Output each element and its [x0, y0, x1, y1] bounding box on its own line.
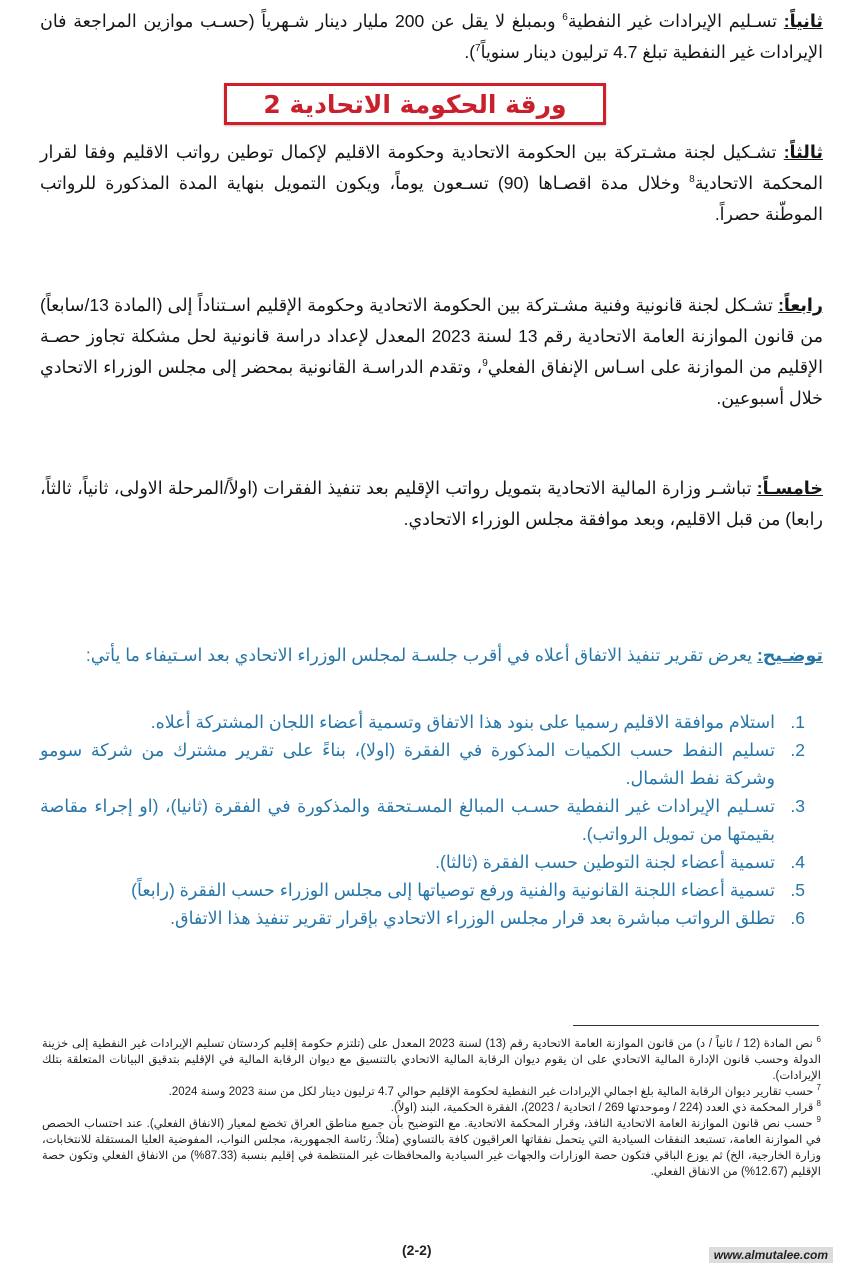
list-item — [40, 792, 805, 848]
footnote-number: 8 — [816, 1099, 821, 1109]
paragraph-text: تباشـر وزارة المالية الاتحادية بتمويل رواتب الإقليم بعد تنفيذ الفقرات (اولاً/المرحلة الاولى، ثانياً، ثالثاً، رابعا) من قبل الاقليم، وبعد موافقة مجلس الوزراء الاتحادي. — [40, 478, 823, 529]
paragraph-thalithan — [40, 137, 823, 230]
paragraph-label: ثانياً: — [783, 11, 824, 31]
list-item — [40, 736, 805, 792]
list-item — [40, 848, 805, 876]
paragraph-text: ). — [464, 42, 476, 62]
footnote-ref[interactable]: 9 — [482, 358, 488, 370]
list-text: تسمية أعضاء لجنة التوطين حسب الفقرة (ثالثا). — [435, 852, 775, 872]
footnote — [42, 1116, 821, 1180]
list-item — [40, 904, 805, 932]
list-number: 5. — [790, 880, 805, 900]
paragraph-text: تشـكيل لجنة مشـتركة بين الحكومة الاتحادية وحكومة الاقليم لإكمال توطين رواتب الاقليم وفقا لقرار المحكمة الاتحادية — [40, 142, 823, 193]
paragraph-label: خامسـاً: — [756, 478, 823, 498]
footnote-ref[interactable]: 7 — [475, 43, 481, 55]
paragraph-rabian — [40, 290, 823, 414]
page-number: (2-2) — [402, 1242, 432, 1258]
paragraph-text: يعرض تقرير تنفيذ الاتفاق أعلاه في أقرب جلسـة لمجلس الوزراء الاتحادي بعد اسـتيفاء ما يأتي: — [85, 645, 757, 665]
banner-title: ورقة الحكومة الاتحادية 2 — [263, 89, 567, 119]
footnote-text: قرار المحكمة ذي العدد (224 / وموحدتها 269 / اتحادية / 2023)، الفقرة الحكمية، البند (اولاً). — [390, 1102, 817, 1114]
list-item — [40, 708, 805, 736]
paragraph-khamisan — [40, 473, 823, 535]
list-item — [40, 876, 805, 904]
list-text: تطلق الرواتب مباشرة بعد قرار مجلس الوزراء الاتحادي بإقرار تقرير تنفيذ هذا الاتفاق. — [170, 908, 775, 928]
paragraph-label: ثالثاً: — [783, 142, 823, 162]
footnote — [42, 1084, 821, 1100]
paragraph-label: رابعاً: — [778, 295, 823, 315]
footnote-number: 6 — [816, 1035, 821, 1045]
title-banner — [224, 83, 606, 125]
paragraph-text: تشـكل لجنة قانونية وفنية مشـتركة بين الحكومة الاتحادية وحكومة الإقليم اسـتناداً إلى (المادة 13/سابعاً) من قانون الموازنة العامة الاتحادية رقم 13 لسنة 2023 المعدل لإعداد دراسة قانونية لحل مشكلة تجاوز حصـة الإقليم من الموازنة على اسـاس الإنفاق الفعلي — [40, 295, 823, 377]
paragraph-label: توضـيح: — [756, 645, 823, 665]
list-text: تسليم النفط حسب الكميات المذكورة في الفقرة (اولا)، بناءً على تقرير مشترك من شركة سومو وشركة نفط الشمال. — [40, 740, 775, 788]
footnote-text: نص المادة (12 / ثانياً / د) من قانون الموازنة العامة الاتحادية رقم (13) لسنة 2023 المعدل على (تلتزم حكومة إقليم كردستان تسليم الإيرادات غير النفطية إلى خزينة الدولة وحسب قانون الإدارة المالية الاتحادي على ان يقوم ديوان الرقابة المالية الاتحادي بالتنسيق مع ديوان الرقابة المالية في الإقليم بتدقيق البيانات المتعلقة بتلك الإيرادات). — [42, 1038, 821, 1082]
footnote-divider — [573, 1025, 819, 1026]
paragraph-text: وبمبلغ لا يقل عن 200 مليار دينار شـهرياً (حسـب موازين المراجعة فان الإيرادات غير النفطية تبلغ 4.7 ترليون دينار سنوياً — [40, 11, 823, 62]
footnote-number: 9 — [816, 1115, 821, 1125]
footnote — [42, 1036, 821, 1084]
paragraph-text: وخلال مدة اقصـاها (90) تسـعون يوماً، ويكون التمويل بنهاية المدة المذكورة للرواتب الموطّنة حصراً. — [40, 173, 823, 224]
footnote-text: حسب تقارير ديوان الرقابة المالية بلغ اجمالي الإيرادات غير النفطية لحكومة الإقليم حوالي 4.7 ترليون دينار لكل من سنة 2023 وسنة 2024. — [168, 1086, 817, 1098]
paragraph-text: ، وتقدم الدراسـة القانونية بمحضر إلى مجلس الوزراء الاتحادي خلال أسبوعين. — [40, 357, 823, 408]
footnote-text: حسب نص قانون الموازنة العامة الاتحادية النافذ، وقرار المحكمة الاتحادية. مع التوضيح بأن جميع مناطق العراق تخضع لمعيار (الانفاق الفعلي). عند احتساب الحصص في الموازنة العامة، تستبعد النفقات السيادية التي يتحمل نفقاتها العراقيون كافة بالتساوي (مثلاً: رئاسة الجمهورية، مجلس النواب، المفوضية العليا المستقلة للانتخابات، وزارة الخارجية، الخ) ثم يوزع الباقي فتكون حصة الوزارات والجهات غير السيادية والمحافظات غير المنتظمة في إقليم بنسبة (87.33%) من الانفاق الفعلي وتكون حصة الإقليم (12.67%) من الانفاق الفعلي. — [42, 1118, 821, 1178]
website-watermark[interactable]: www.almutalee.com — [709, 1247, 833, 1263]
list-text: استلام موافقة الاقليم رسميا على بنود هذا الاتفاق وتسمية أعضاء اللجان المشتركة أعلاه. — [150, 712, 775, 732]
requirements-list — [40, 708, 805, 932]
paragraph-tawdih — [40, 640, 823, 671]
footnote — [42, 1100, 821, 1116]
list-number: 2. — [790, 740, 805, 760]
list-number: 6. — [790, 908, 805, 928]
footnote-ref[interactable]: 8 — [689, 174, 695, 186]
paragraph-thanian — [40, 6, 823, 68]
list-number: 4. — [790, 852, 805, 872]
list-text: تسـليم الإيرادات غير النفطية حسـب المبالغ المسـتحقة والمذكورة في الفقرة (ثانيا)، (او إجراء مقاصة بقيمتها من تمويل الرواتب). — [40, 796, 775, 844]
list-number: 1. — [790, 712, 805, 732]
footnotes — [42, 1036, 821, 1180]
paragraph-text: تسـليم الإيرادات غير النفطية — [567, 11, 784, 31]
list-number: 3. — [790, 796, 805, 816]
list-text: تسمية أعضاء اللجنة القانونية والفنية ورفع توصياتها إلى مجلس الوزراء حسب الفقرة (رابعاً) — [131, 880, 775, 900]
footnote-number: 7 — [816, 1083, 821, 1093]
footnote-ref[interactable]: 6 — [562, 12, 568, 24]
